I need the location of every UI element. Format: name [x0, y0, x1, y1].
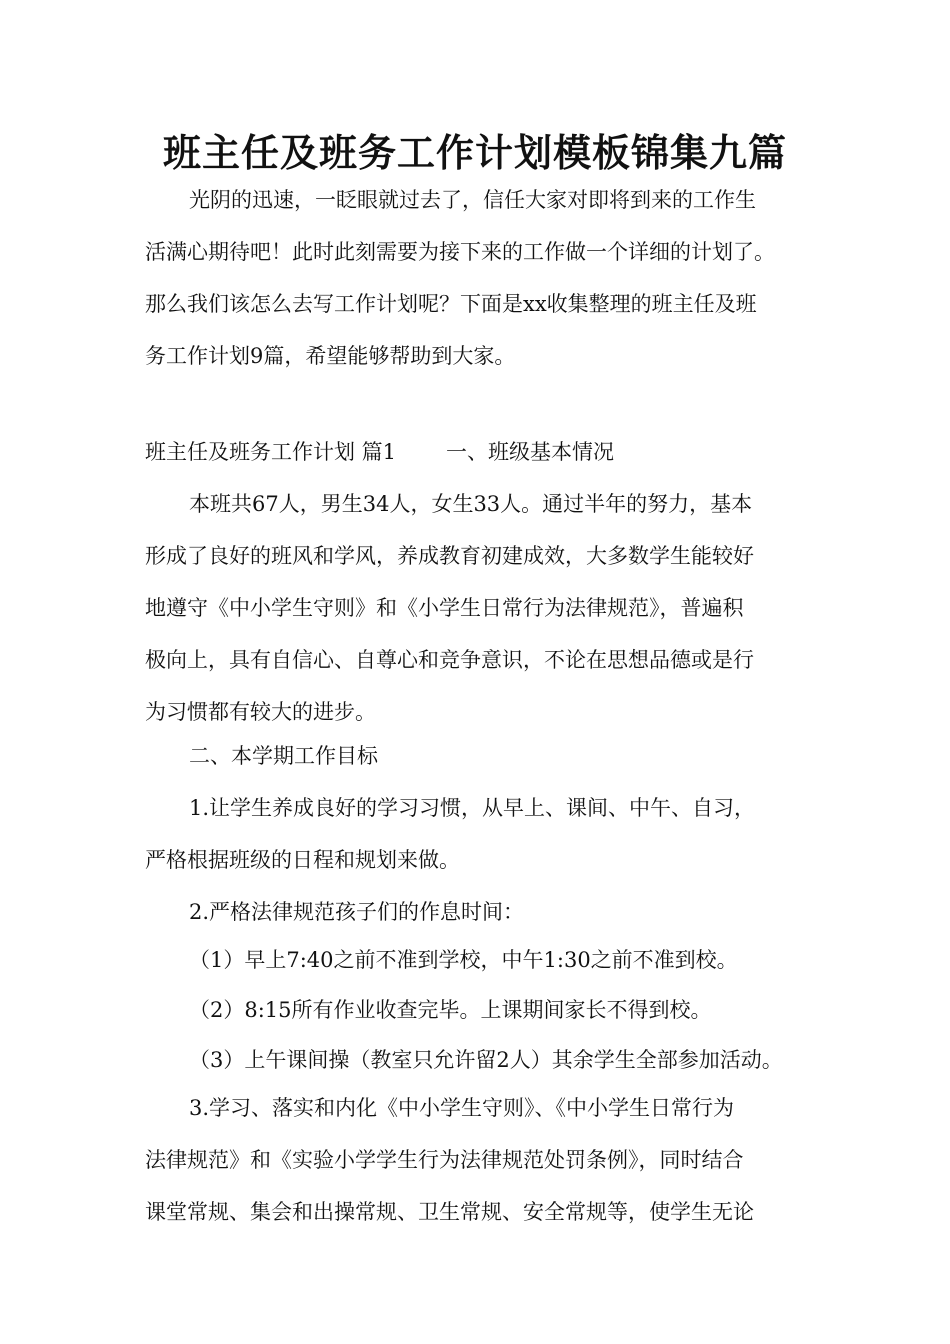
goals-heading: 二、本学期工作目标 [189, 744, 378, 768]
page-title: 班主任及班务工作计划模板锦集九篇 [162, 131, 787, 175]
basic-info-line-2: 形成了良好的班风和学风，养成教育初建成效，大多数学生能较好 [145, 544, 754, 568]
goal2-item-3: （3）上午课间操（教室只允许留2人）其余学生全部参加活动。 [189, 1048, 783, 1072]
basic-info-line-4: 极向上，具有自信心、自尊心和竞争意识，不论在思想品德或是行 [145, 648, 754, 672]
section-subheading: 一、班级基本情况 [446, 440, 615, 464]
basic-info-line-3: 地遵守《中小学生守则》和《小学生日常行为法律规范》，普遍积 [145, 596, 744, 620]
intro-line-4: 务工作计划9篇，希望能够帮助到大家。 [145, 344, 516, 368]
goal3-line-1: 3.学习、落实和内化《中小学生守则》、《中小学生日常行为 [189, 1096, 735, 1120]
goal3-line-3: 课堂常规、集会和出操常规、卫生常规、安全常规等，使学生无论 [145, 1200, 754, 1224]
section-heading-line [145, 437, 614, 467]
goal2-item-1: （1）早上7:40之前不准到学校，中午1:30之前不准到校。 [189, 948, 738, 972]
intro-line-3: 那么我们该怎么去写工作计划呢？下面是xx收集整理的班主任及班 [145, 292, 757, 316]
goal2-item-2: （2）8:15所有作业收查完毕。上课期间家长不得到校。 [189, 998, 712, 1022]
intro-line-1: 光阴的迅速，一眨眼就过去了，信任大家对即将到来的工作生 [189, 188, 756, 212]
intro-line-2: 活满心期待吧！此时此刻需要为接下来的工作做一个详细的计划了。 [145, 240, 775, 264]
section-heading: 班主任及班务工作计划 篇1 [145, 440, 397, 464]
goal1-line-1: 1.让学生养成良好的学习习惯，从早上、课间、中午、自习， [189, 796, 756, 820]
goal3-line-2: 法律规范》和《实验小学学生行为法律规范处罚条例》，同时结合 [145, 1148, 744, 1172]
goal1-line-2: 严格根据班级的日程和规划来做。 [145, 848, 460, 872]
goal2-line: 2.严格法律规范孩子们的作息时间： [189, 900, 525, 924]
basic-info-line-1: 本班共67人，男生34人，女生33人。通过半年的努力，基本 [189, 492, 753, 516]
basic-info-line-5: 为习惯都有较大的进步。 [145, 700, 376, 724]
